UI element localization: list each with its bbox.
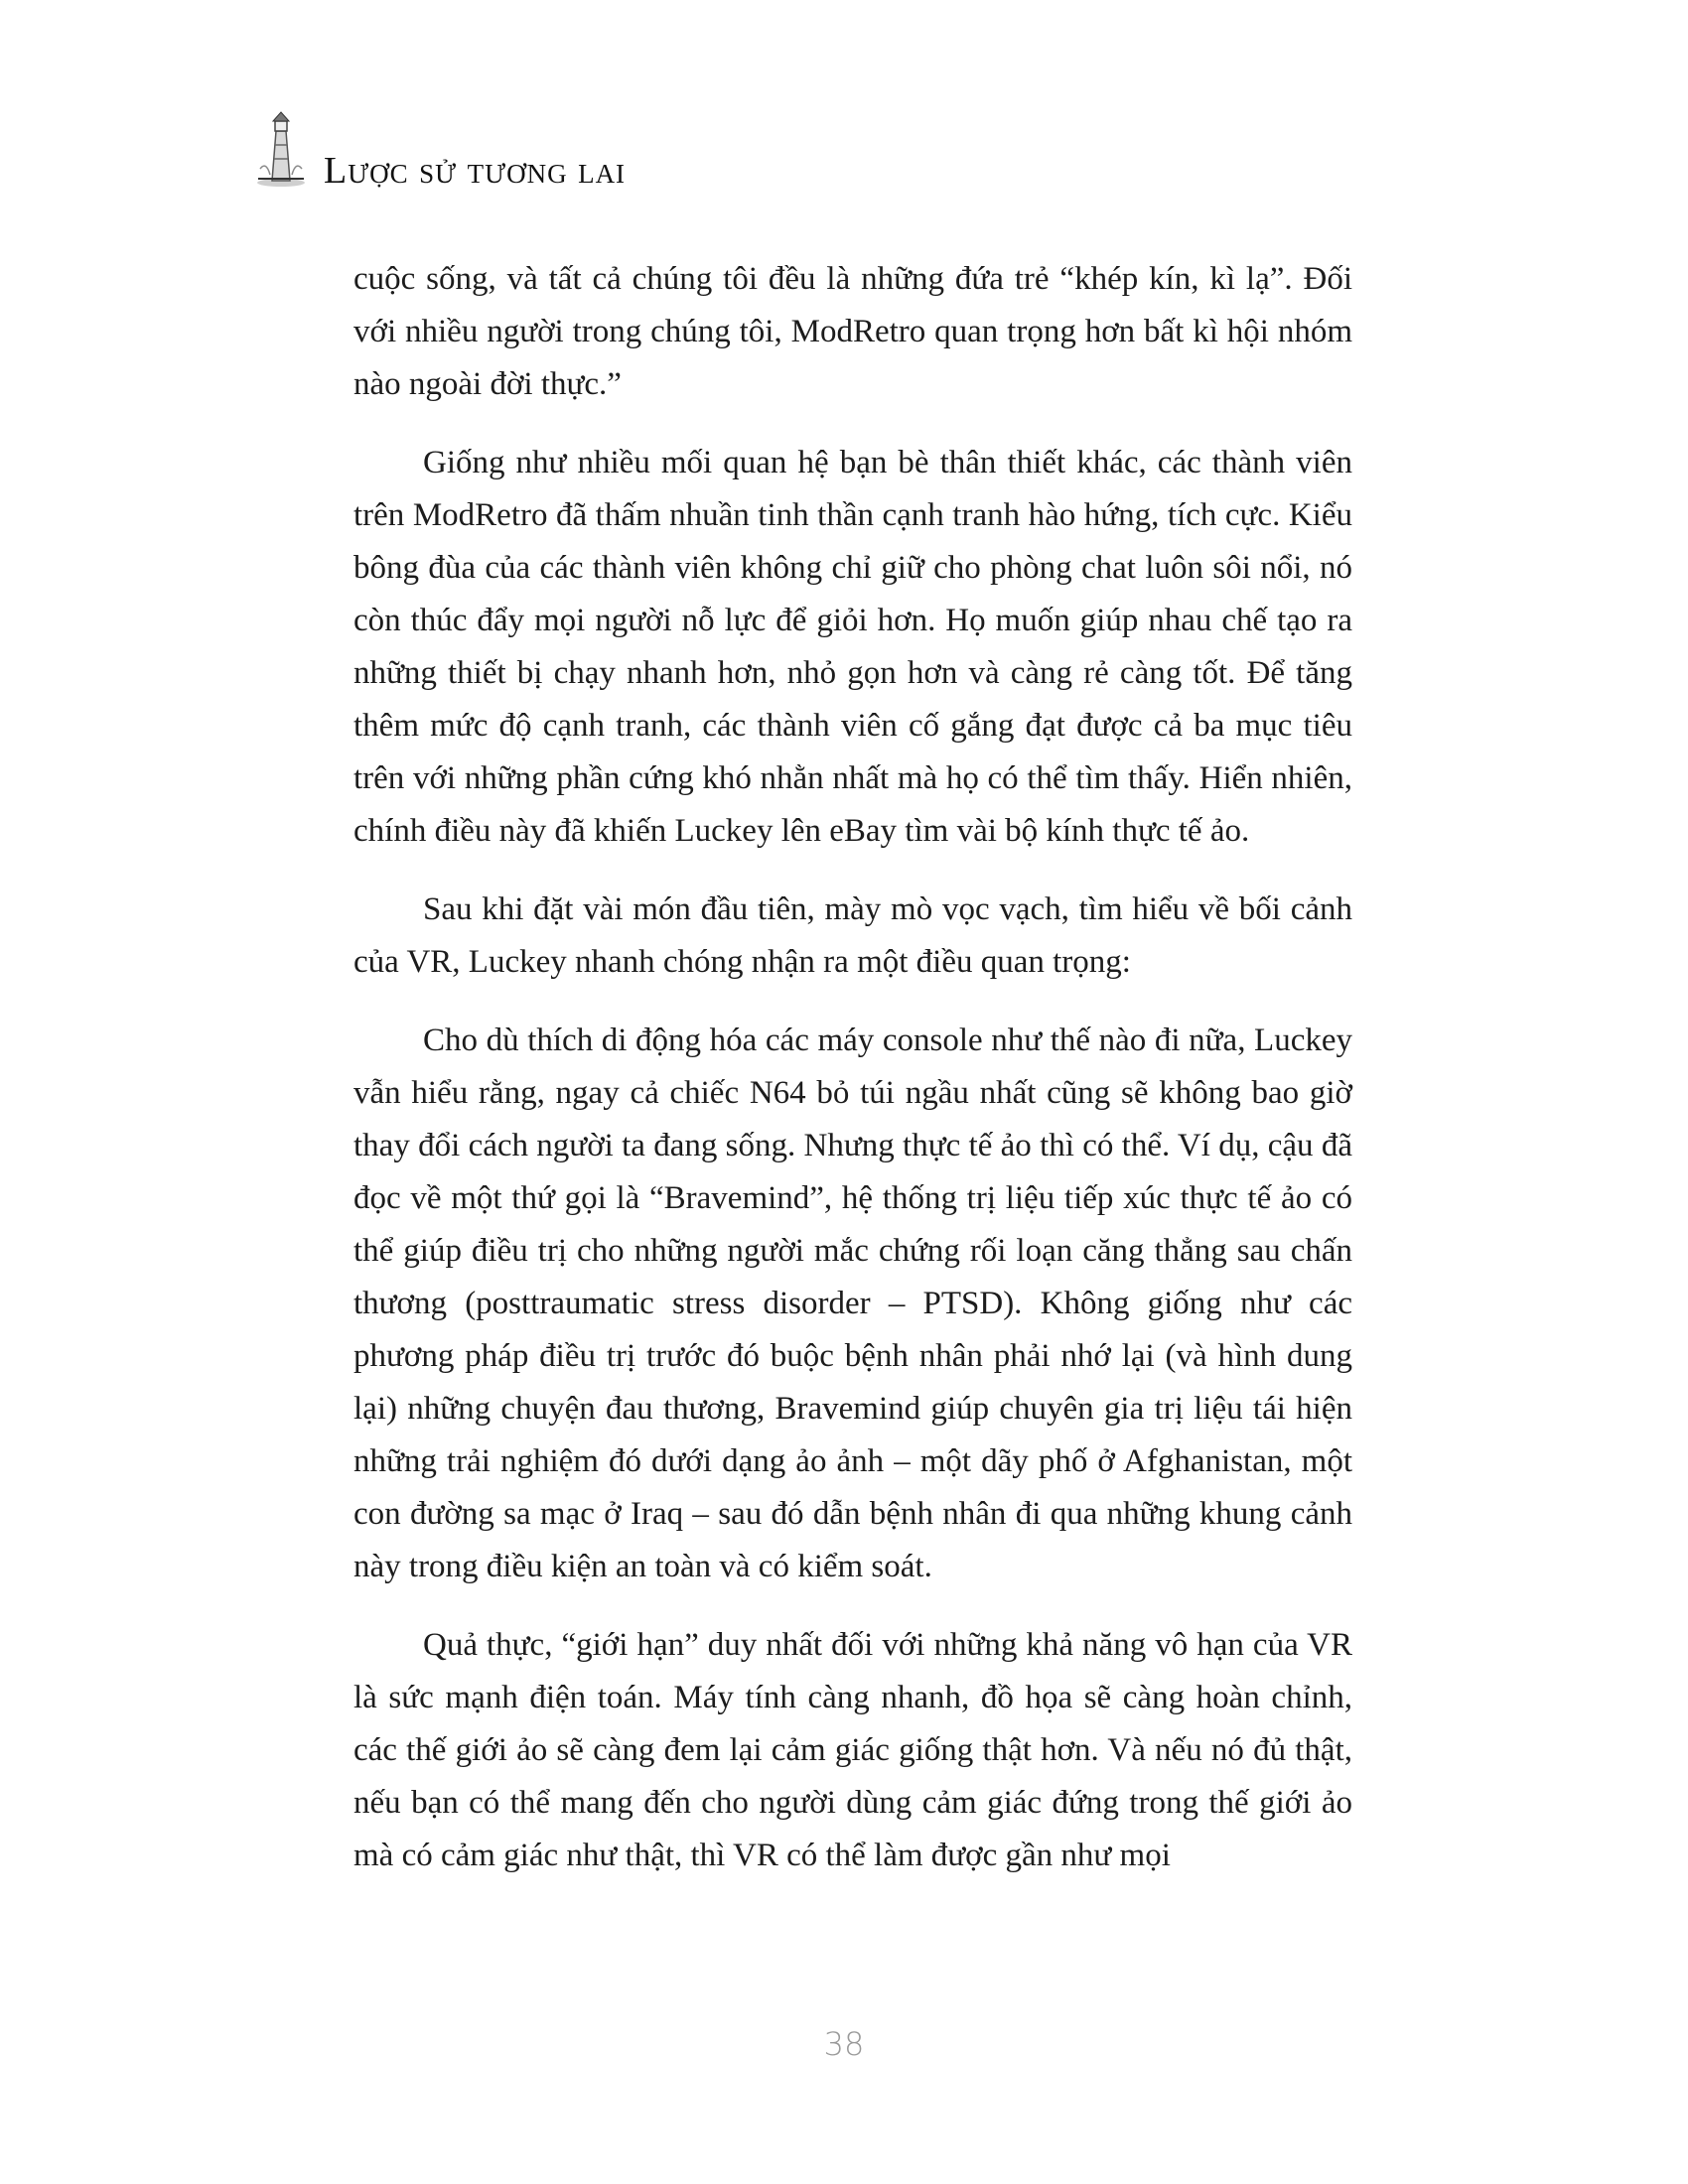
body-text xyxy=(353,253,1352,1908)
lighthouse-icon xyxy=(254,109,308,189)
paragraph: cuộc sống, và tất cả chúng tôi đều là những đứa trẻ “khép kín, kì lạ”. Đối với nhiều người trong chúng tôi, ModRetro quan trọng hơn bất kì hội nhóm nào ngoài đời thực.” xyxy=(353,261,1352,402)
running-header-title: Lược sử tương lai xyxy=(324,150,627,192)
paragraph: Quả thực, “giới hạn” duy nhất đối với những khả năng vô hạn của VR là sức mạnh điện toán. Máy tính càng nhanh, đồ họa sẽ càng hoàn chỉnh, các thế giới ảo sẽ càng đem lại cảm giác giống thật hơn. Và nếu nó đủ thật, nếu bạn có thể mang đến cho người dùng cảm giác đứng trong thế giới ảo mà có cảm giác như thật, thì VR có thể làm được gần như mọi xyxy=(353,1627,1352,1873)
page-number: 38 xyxy=(823,2025,865,2063)
paragraph: Giống như nhiều mối quan hệ bạn bè thân thiết khác, các thành viên trên ModRetro đã thấm nhuần tinh thần cạnh tranh hào hứng, tích cực. Kiểu bông đùa của các thành viên không chỉ giữ cho phòng chat luôn sôi nổi, nó còn thúc đẩy mọi người nỗ lực để giỏi hơn. Họ muốn giúp nhau chế tạo ra những thiết bị chạy nhanh hơn, nhỏ gọn hơn và càng rẻ càng tốt. Để tăng thêm mức độ cạnh tranh, các thành viên cố gắng đạt được cả ba mục tiêu trên với những phần cứng khó nhằn nhất mà họ có thể tìm thấy. Hiển nhiên, chính điều này đã khiến Luckey lên eBay tìm vài bộ kính thực tế ảo. xyxy=(353,445,1352,849)
paragraph: Sau khi đặt vài món đầu tiên, mày mò vọc vạch, tìm hiểu về bối cảnh của VR, Luckey nhanh chóng nhận ra một điều quan trọng: xyxy=(353,891,1352,980)
paragraph: Cho dù thích di động hóa các máy console như thế nào đi nữa, Luckey vẫn hiểu rằng, ngay cả chiếc N64 bỏ túi ngầu nhất cũng sẽ không bao giờ thay đổi cách người ta đang sống. Nhưng thực tế ảo thì có thể. Ví dụ, cậu đã đọc về một thứ gọi là “Bravemind”, hệ thống trị liệu tiếp xúc thực tế ảo có thể giúp điều trị cho những người mắc chứng rối loạn căng thẳng sau chấn thương (posttraumatic stress disorder – PTSD). Không giống như các phương pháp điều trị trước đó buộc bệnh nhân phải nhớ lại (và hình dung lại) những chuyện đau thương, Bravemind giúp chuyên gia trị liệu tái hiện những trải nghiệm đó dưới dạng ảo ảnh – một dãy phố ở Afghanistan, một con đường sa mạc ở Iraq – sau đó dẫn bệnh nhân đi qua những khung cảnh này trong điều kiện an toàn và có kiểm soát. xyxy=(353,1023,1352,1584)
